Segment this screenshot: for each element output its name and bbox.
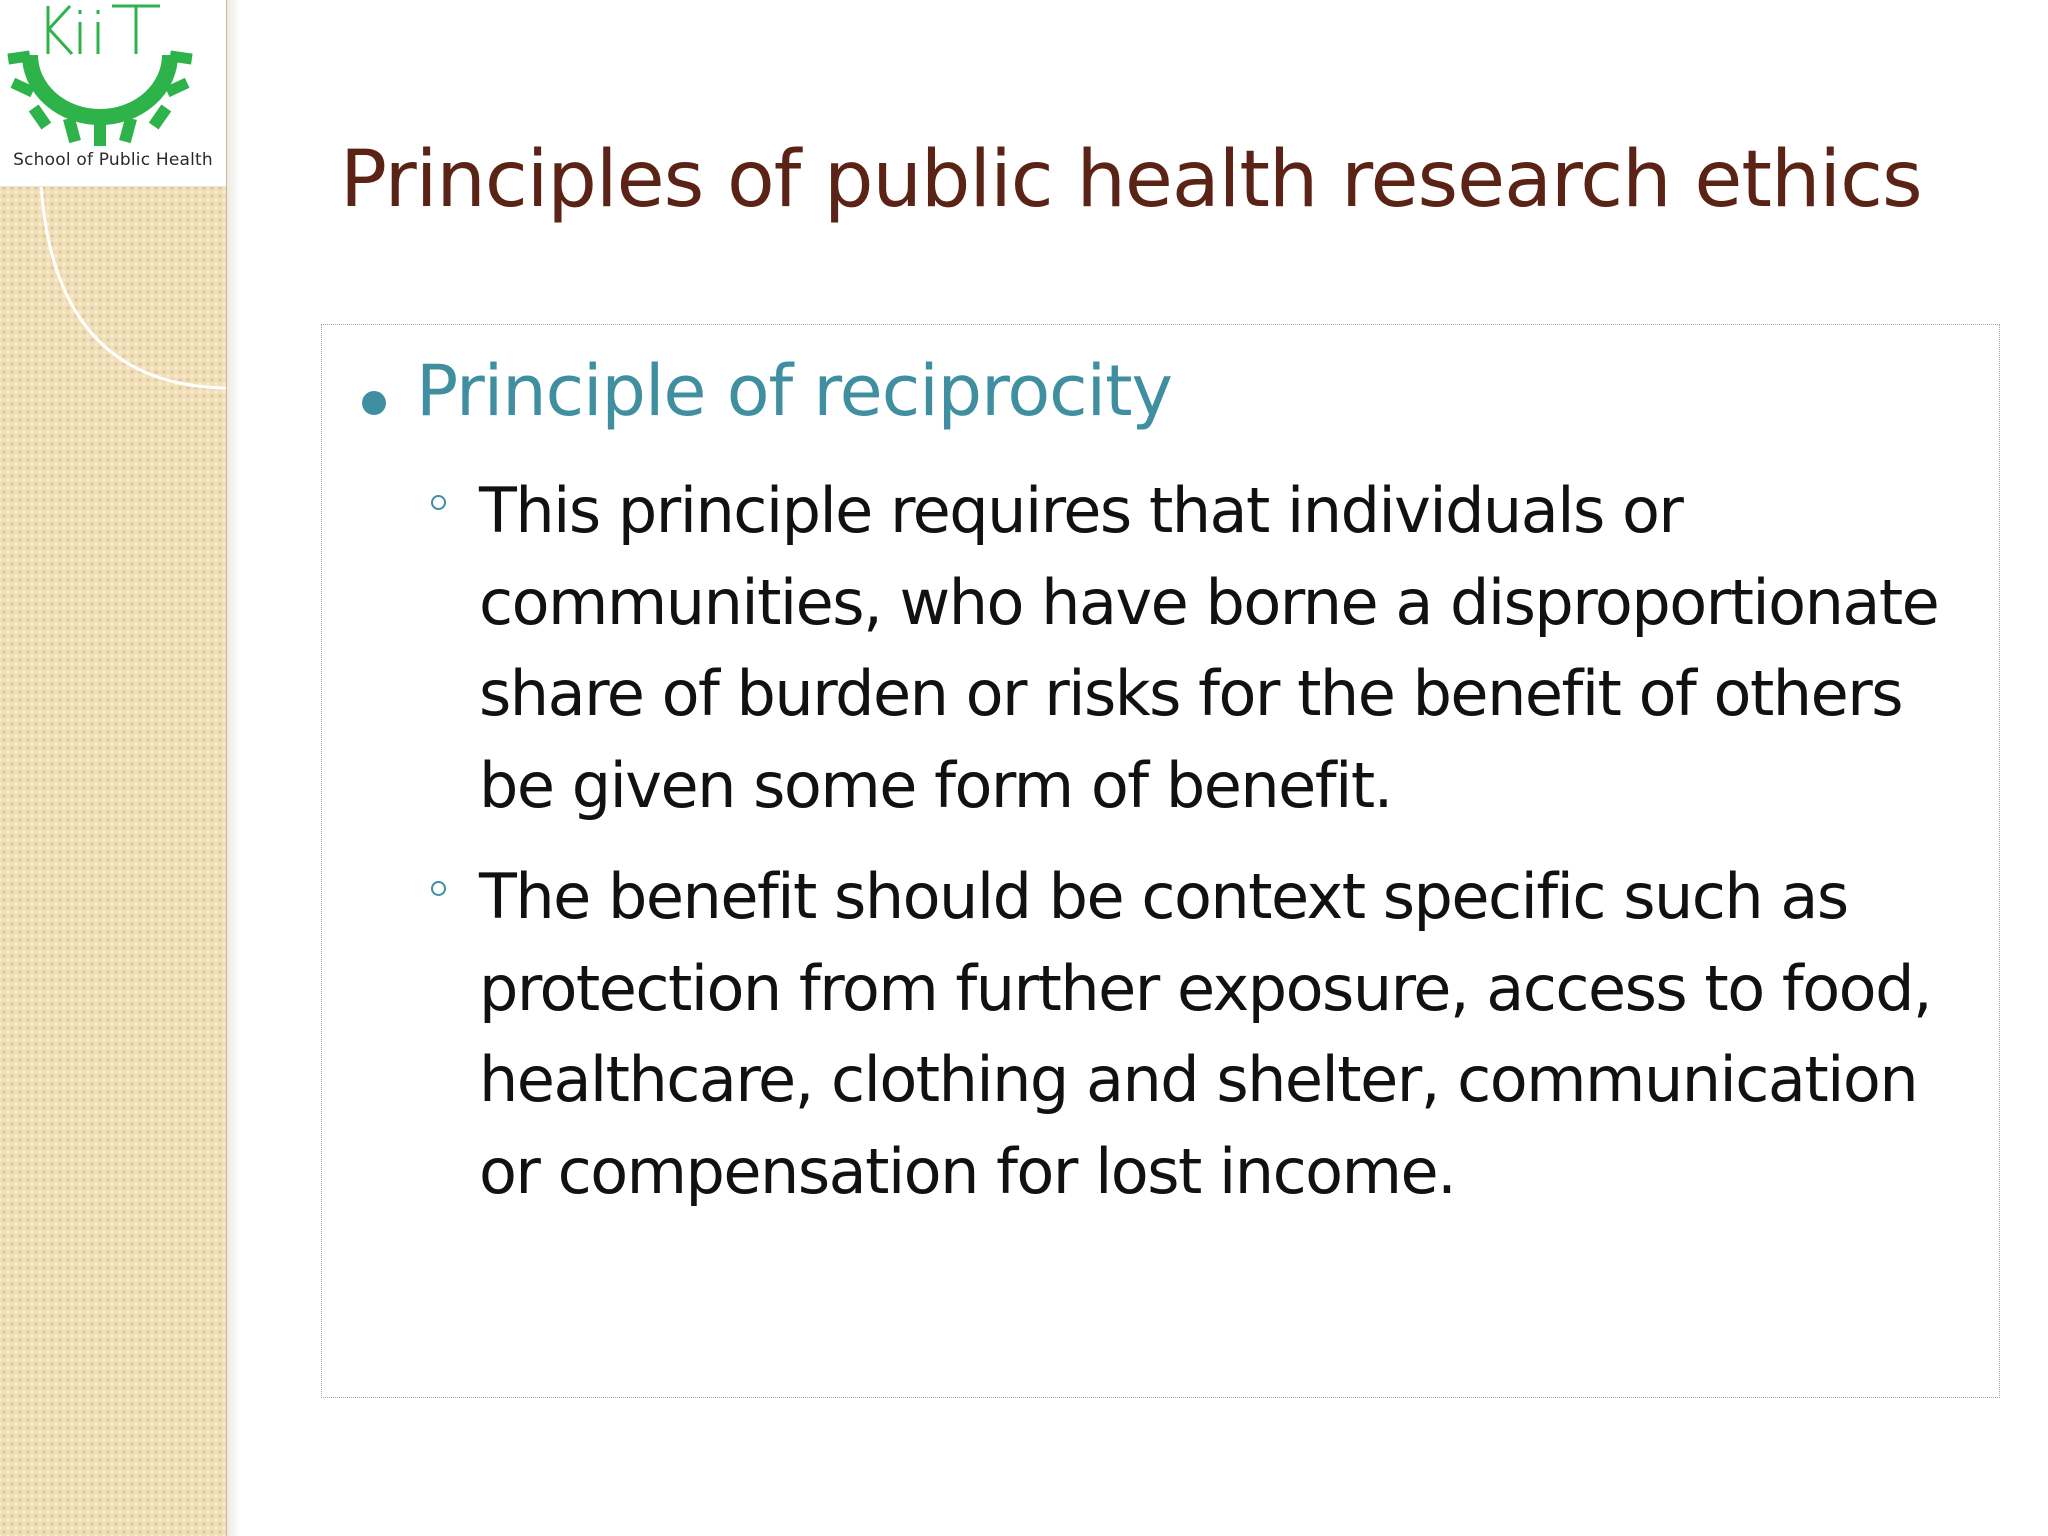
slide-title: Principles of public health research ethics [340,135,1922,225]
hollow-circle-bullet-icon [431,495,446,510]
logo-caption: School of Public Health [13,150,213,170]
main-bullet [362,349,1982,433]
side-band-shadow [226,0,240,1536]
sub-bullet-text: This principle requires that individuals or communities, who have borne a disproportionate share of burden or risks for the benefit of others be given some form of benefit. [479,474,1939,822]
sub-bullet-item [431,465,1971,831]
kiit-logo [0,0,226,187]
sub-bullet-text: The benefit should be context specific such as protection from further exposure, access to food, healthcare, clothing and shelter, communication or compensation for lost income. [479,860,1932,1208]
decorative-side-band [0,0,227,1536]
kiit-gear-logo-icon [0,0,226,150]
sub-bullet-item [431,851,1971,1217]
bullet-dot-icon [362,391,386,415]
content-placeholder-box [321,324,2000,1398]
sub-bullet-list [431,465,1971,1237]
main-bullet-text: Principle of reciprocity [416,350,1172,432]
hollow-circle-bullet-icon [431,881,446,896]
